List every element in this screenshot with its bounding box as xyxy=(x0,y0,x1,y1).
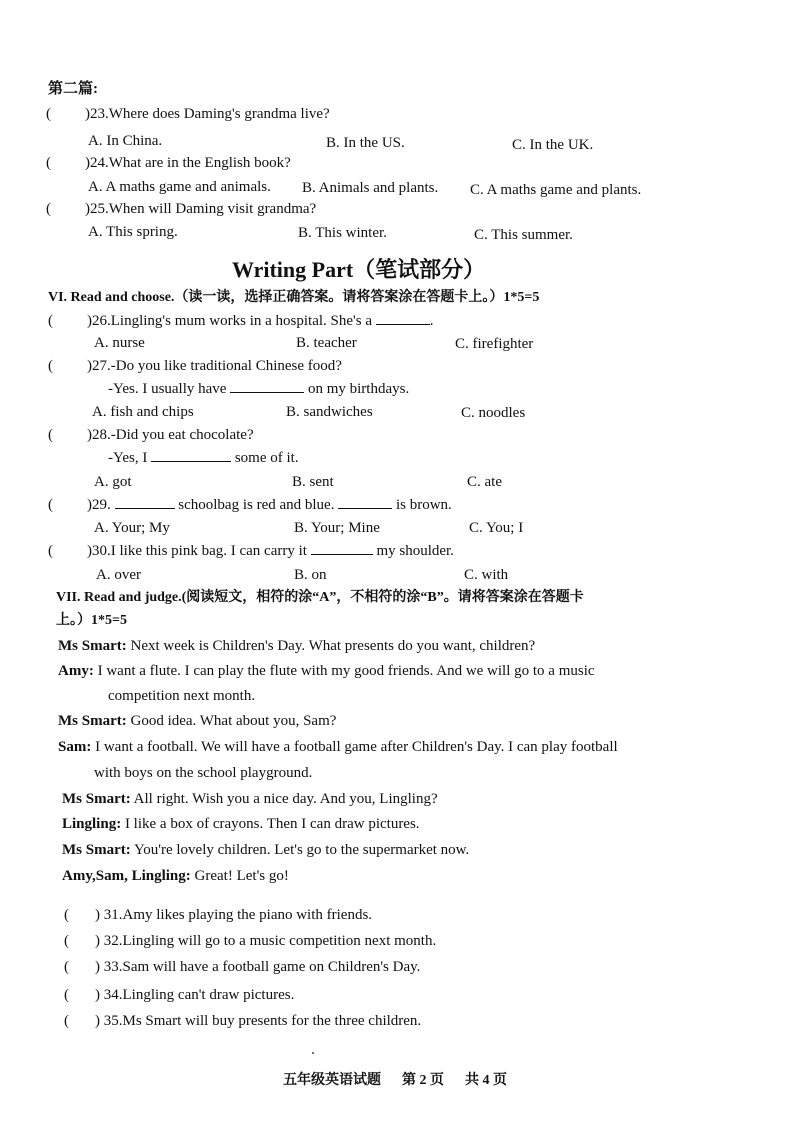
stray-dot xyxy=(312,1052,314,1054)
question-33: ( ) 33.Sam will have a football game on Children's Day. xyxy=(64,959,421,975)
q30-option-c: C. with xyxy=(464,567,509,583)
section6-heading: VI. Read and choose.（读一读，选择正确答案。请将答案涂在答题卡上。）1*5=5 xyxy=(48,290,540,305)
answer-paren[interactable]: ( ) xyxy=(46,106,90,122)
q30-option-a: A. over xyxy=(96,567,141,583)
question-25: ( )25.When will Daming visit grandma? xyxy=(46,201,317,217)
dialogue-line: Amy,Sam, Lingling: Great! Let's go! xyxy=(62,868,289,884)
footer-total: 共 4 页 xyxy=(465,1073,507,1088)
answer-blank[interactable] xyxy=(338,507,392,509)
q25-option-c: C. This summer. xyxy=(474,227,573,243)
answer-blank[interactable] xyxy=(376,323,430,325)
q26-option-b: B. teacher xyxy=(296,335,357,351)
page-footer xyxy=(283,1069,507,1089)
question-24: ( )24.What are in the English book? xyxy=(46,155,291,171)
dialogue-line: Amy: I want a flute. I can play the flute with my good friends. And we will go to a music xyxy=(58,663,595,679)
dialogue-line: Ms Smart: You're lovely children. Let's go to the supermarket now. xyxy=(62,842,470,858)
answer-paren[interactable]: ( ) xyxy=(48,543,92,559)
q28-option-b: B. sent xyxy=(292,474,334,490)
dialogue-line: Lingling: I like a box of crayons. Then I can draw pictures. xyxy=(62,816,420,832)
answer-paren[interactable]: ( ) xyxy=(64,1013,100,1029)
answer-paren[interactable]: ( ) xyxy=(48,313,92,329)
q24-option-a: A. A maths game and animals. xyxy=(88,179,271,195)
question-30: ( )30.I like this pink bag. I can carry it my shoulder. xyxy=(48,543,454,559)
q26-option-a: A. nurse xyxy=(94,335,145,351)
answer-paren[interactable]: ( ) xyxy=(64,933,100,949)
question-34: ( ) 34.Lingling can't draw pictures. xyxy=(64,987,295,1003)
answer-paren[interactable]: ( ) xyxy=(46,201,90,217)
dialogue-line-cont: with boys on the school playground. xyxy=(94,765,313,781)
section7-heading-cont: 上。）1*5=5 xyxy=(56,613,127,628)
q30-option-b: B. on xyxy=(294,567,327,583)
q29-option-b: B. Your; Mine xyxy=(294,520,380,536)
q27-option-a: A. fish and chips xyxy=(92,404,194,420)
part2-heading: 第二篇: xyxy=(48,81,98,97)
question-26: ( )26.Lingling's mum works in a hospital. She's a . xyxy=(48,313,434,329)
answer-blank[interactable] xyxy=(230,391,304,393)
question-35: ( ) 35.Ms Smart will buy presents for the three children. xyxy=(64,1013,422,1029)
dialogue-line-cont: competition next month. xyxy=(108,688,256,704)
q24-option-c: C. A maths game and plants. xyxy=(470,182,642,198)
answer-paren[interactable]: ( ) xyxy=(48,427,92,443)
q24-option-b: B. Animals and plants. xyxy=(302,180,439,196)
q27-option-c: C. noodles xyxy=(461,405,526,421)
answer-paren[interactable]: ( ) xyxy=(64,987,100,1003)
footer-page: 第 2 页 xyxy=(402,1073,444,1088)
section7-heading: VII. Read and judge.(阅读短文，相符的涂“A”，不相符的涂“B”。请将答案涂在答题卡 xyxy=(56,590,584,605)
answer-paren[interactable]: ( ) xyxy=(48,497,92,513)
q29-option-a: A. Your; My xyxy=(94,520,170,536)
answer-paren[interactable]: ( ) xyxy=(46,155,90,171)
q28-option-c: C. ate xyxy=(467,474,502,490)
answer-paren[interactable]: ( ) xyxy=(64,959,100,975)
writing-part-title: Writing Part（笔试部分） xyxy=(232,257,486,282)
answer-blank[interactable] xyxy=(151,460,231,462)
dialogue-line: Sam: I want a football. We will have a football game after Children's Day. I can play football xyxy=(58,739,618,755)
question-23: ( )23.Where does Daming's grandma live? xyxy=(46,106,330,122)
question-27: ( )27.-Do you like traditional Chinese food? xyxy=(48,358,342,374)
q25-option-b: B. This winter. xyxy=(298,225,387,241)
q26-option-c: C. firefighter xyxy=(455,336,534,352)
question-29: ( )29. schoolbag is red and blue. is brown. xyxy=(48,497,452,513)
dialogue-line: Ms Smart: Good idea. What about you, Sam? xyxy=(58,713,337,729)
q23-option-a: A. In China. xyxy=(88,133,163,149)
q29-option-c: C. You; I xyxy=(469,520,524,536)
answer-blank[interactable] xyxy=(115,507,175,509)
q28-reply: -Yes, I some of it. xyxy=(108,450,299,466)
footer-subject: 五年级英语试题 xyxy=(283,1073,381,1088)
question-32: ( ) 32.Lingling will go to a music competition next month. xyxy=(64,933,437,949)
dialogue-line: Ms Smart: Next week is Children's Day. What presents do you want, children? xyxy=(58,638,536,654)
q27-reply: -Yes. I usually have on my birthdays. xyxy=(108,381,410,397)
question-28: ( )28.-Did you eat chocolate? xyxy=(48,427,254,443)
question-31: ( ) 31.Amy likes playing the piano with friends. xyxy=(64,907,373,923)
answer-paren[interactable]: ( ) xyxy=(48,358,92,374)
q23-option-b: B. In the US. xyxy=(326,135,405,151)
answer-blank[interactable] xyxy=(311,553,373,555)
q25-option-a: A. This spring. xyxy=(88,224,178,240)
q23-option-c: C. In the UK. xyxy=(512,137,594,153)
q27-option-b: B. sandwiches xyxy=(286,404,373,420)
q28-option-a: A. got xyxy=(94,474,132,490)
dialogue-line: Ms Smart: All right. Wish you a nice day. And you, Lingling? xyxy=(62,791,438,807)
answer-paren[interactable]: ( ) xyxy=(64,907,100,923)
